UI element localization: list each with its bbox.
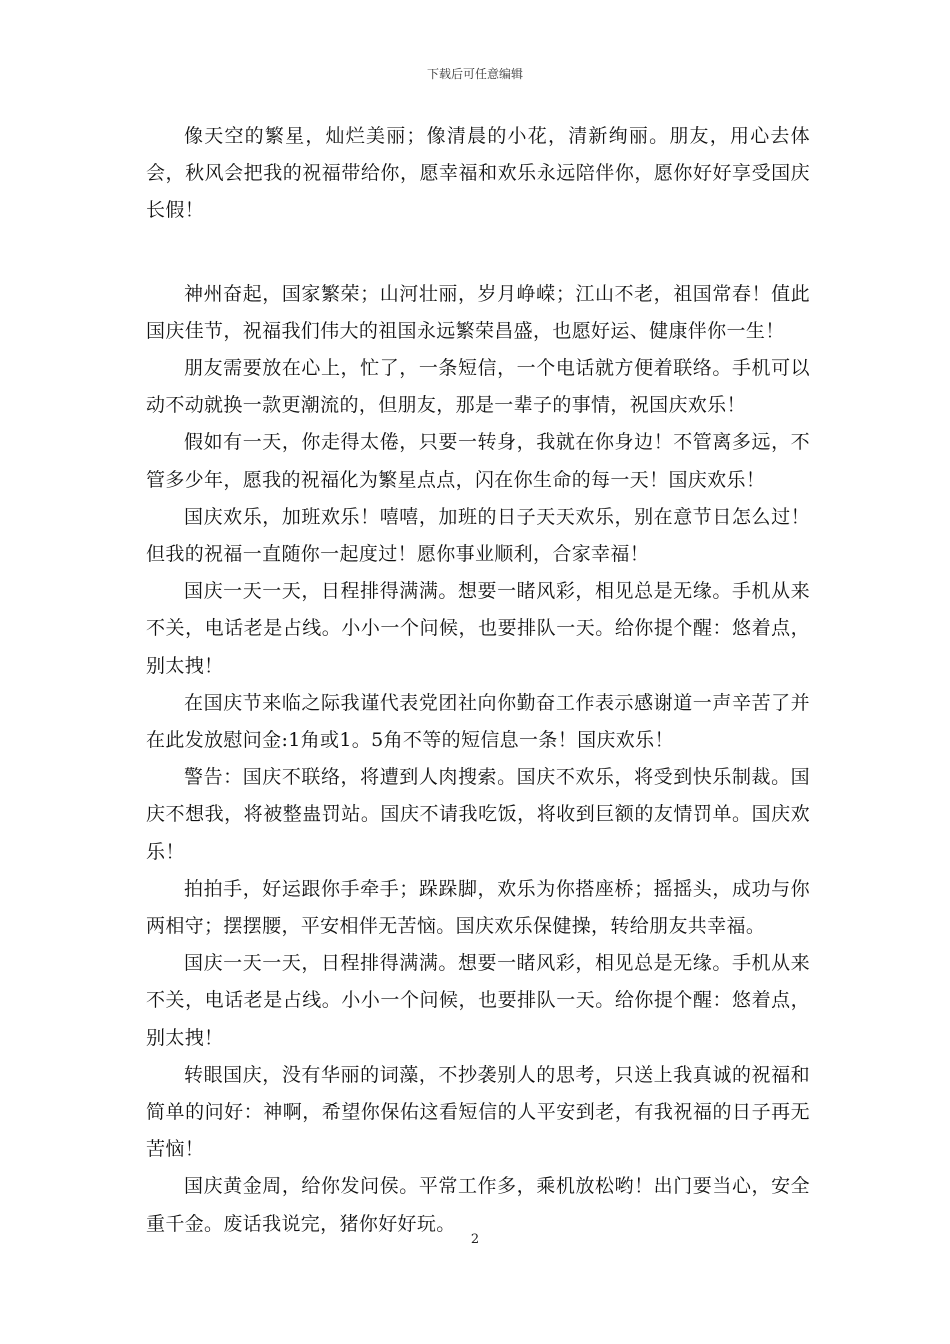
paragraph-gap: [146, 230, 810, 276]
paragraph: 国庆黄金周，给你发问侯。平常工作多，乘机放松哟！出门要当心，安全重千金。废话我说完，猪你好好玩。: [146, 1175, 810, 1235]
paragraph: 朋友需要放在心上，忙了，一条短信，一个电话就方便着联络。手机可以动不动就换一款更潮流的，但朋友，那是一辈子的事情，祝国庆欢乐！: [146, 357, 810, 417]
paragraph: 国庆一天一天，日程排得满满。想要一睹风彩，相见总是无缘。手机从来不关，电话老是占线。小小一个问候，也要排队一天。给你提个醒：悠着点，别太拽！: [146, 580, 810, 677]
paragraph: 国庆欢乐，加班欢乐！嘻嘻，加班的日子天天欢乐，别在意节日怎么过！但我的祝福一直随你一起度过！愿你事业顺利，合家幸福！: [146, 505, 810, 566]
paragraph: 假如有一天，你走得太倦，只要一转身，我就在你身边！不管离多远，不管多少年，愿我的祝福化为繁星点点，闪在你生命的每一天！国庆欢乐！: [146, 431, 810, 491]
paragraph: 转眼国庆，没有华丽的词藻，不抄袭别人的思考，只送上我真诚的祝福和简单的问好：神啊，希望你保佑这看短信的人平安到老，有我祝福的日子再无苦恼！: [146, 1063, 810, 1161]
page-header: 下载后可任意编辑: [426, 67, 523, 81]
paragraph: 在国庆节来临之际我谨代表党团社向你勤奋工作表示感谢道一声辛苦了并在此发放慰问金:1角或1。5角不等的短信息一条！国庆欢乐！: [146, 691, 810, 752]
document-body: [146, 118, 810, 1243]
paragraph: 警告：国庆不联络，将遭到人肉搜索。国庆不欢乐，将受到快乐制裁。国庆不想我，将被整蛊罚站。国庆不请我吃饭，将收到巨额的友情罚单。国庆欢乐！: [146, 766, 810, 863]
page-number: 2: [470, 1232, 480, 1247]
paragraph: 拍拍手，好运跟你手牵手；跺跺脚，欢乐为你搭座桥；摇摇头，成功与你两相守；摆摆腰，平安相伴无苦恼。国庆欢乐保健操，转给朋友共幸福。: [146, 877, 810, 938]
paragraph: 像天空的繁星，灿烂美丽；像清晨的小花，清新绚丽。朋友，用心去体会，秋风会把我的祝福带给你，愿幸福和欢乐永远陪伴你，愿你好好享受国庆长假！: [146, 125, 810, 222]
paragraph: 神州奋起，国家繁荣；山河壮丽，岁月峥嵘；江山不老，祖国常春！值此国庆佳节，祝福我们伟大的祖国永远繁荣昌盛，也愿好运、健康伴你一生！: [146, 282, 810, 342]
paragraph: 国庆一天一天，日程排得满满。想要一睹风彩，相见总是无缘。手机从来不关，电话老是占线。小小一个问候，也要排队一天。给你提个醒：悠着点，别太拽！: [146, 952, 810, 1049]
